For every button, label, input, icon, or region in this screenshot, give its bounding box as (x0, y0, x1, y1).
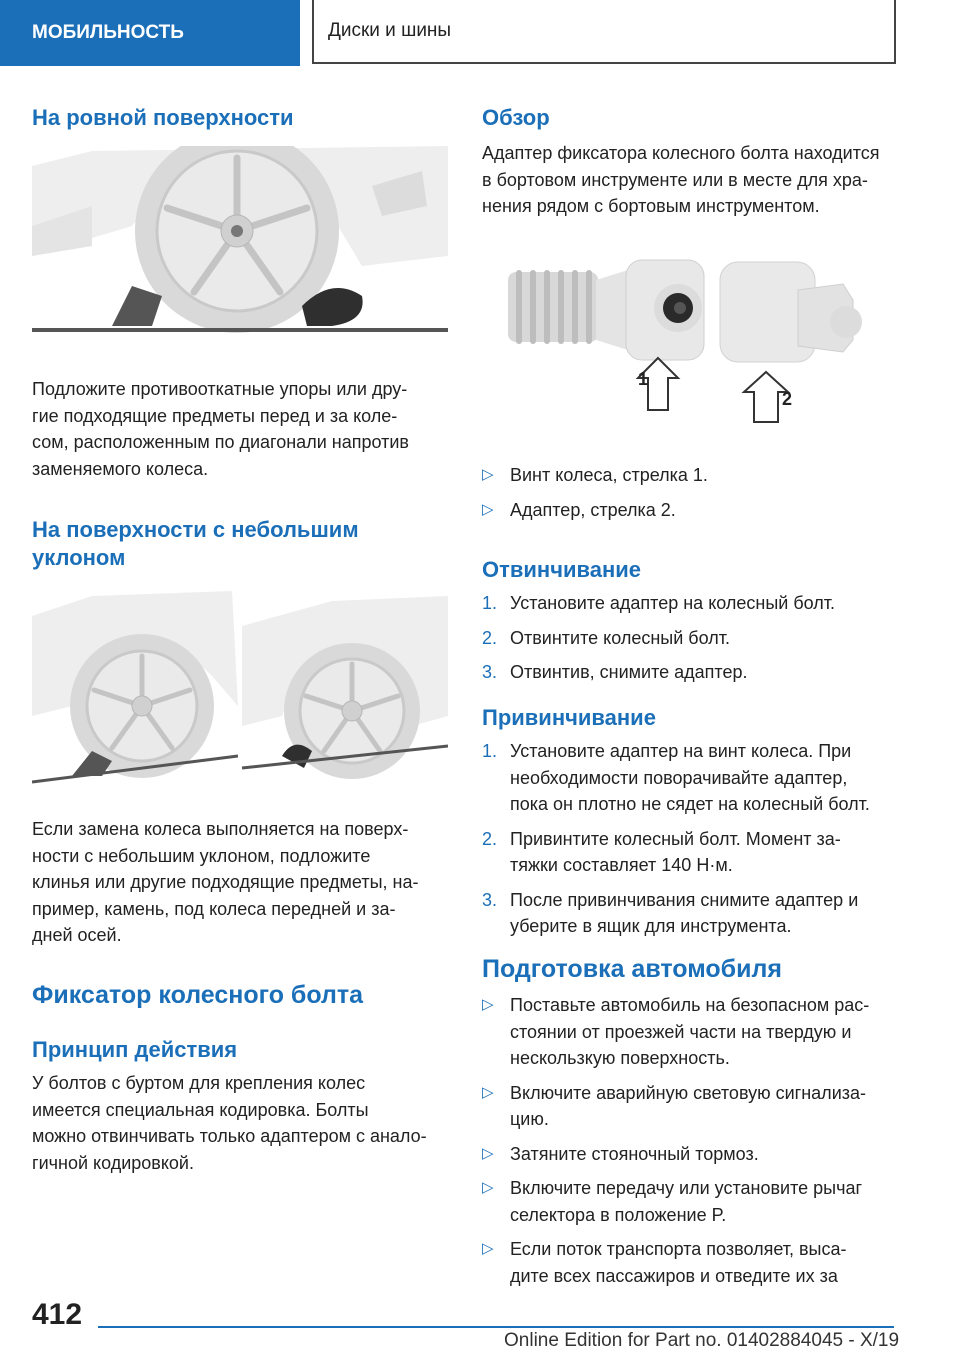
list-item: 3. Отвинтив, снимите адаптер. (482, 662, 748, 682)
list-item: ▷ Затяните стояночный тормоз. (482, 1141, 896, 1168)
bullet-triangle-icon: ▷ (482, 1144, 494, 1162)
screw-steps (482, 738, 896, 940)
principle-heading: Принцип действия (32, 1037, 238, 1062)
overview-heading: Обзор (482, 105, 550, 130)
flat-ground-image (32, 146, 448, 334)
arrow-label-2: 2 (782, 389, 793, 409)
bullet-triangle-icon: ▷ (482, 1083, 494, 1101)
page-number: 412 (32, 1298, 83, 1331)
bolt-adapter-image (508, 250, 868, 435)
bullet-triangle-icon: ▷ (482, 1179, 494, 1196)
prep-heading: Подготовка автомобиля (482, 955, 782, 983)
bullet-triangle-icon: ▷ (482, 500, 494, 518)
screw-heading: Привинчивание (482, 705, 656, 730)
list-item: ▷ Если поток транспорта позволяет, выса- дите всех пассажиров и отведите их за (482, 1236, 896, 1289)
principle-text: У болтов с буртом для крепления колес имеется специальная кодировка. Болты можно отвинчивать только адаптером с анало- гичной кодировкой. (32, 1073, 427, 1173)
edition-note: Online Edition for Part no. 01402884045 - X/19 (504, 1330, 900, 1351)
flat-text: Подложите противооткатные упоры или дру- гие подходящие предметы перед и за коле- сом, расположенным по диагонали напротив заменяемого колеса. (32, 379, 409, 479)
lock-heading: Фиксатор колесного болта (32, 981, 364, 1009)
list-item: ▷ Включите передачу или установите рычаг селектора в положение P. (482, 1175, 896, 1228)
bullet-triangle-icon: ▷ (482, 1240, 494, 1257)
chapter-title: Диски и шины (328, 20, 452, 41)
slope-text: Если замена колеса выполняется на поверх- ности с небольшим уклоном, подложите клинья или другие подходящие предметы, на- пример, камень, под колеса передней и за- дней осей. (32, 819, 419, 945)
list-item: ▷ Винт колеса, стрелка 1. (482, 462, 896, 489)
list-item: 1. Установите адаптер на винт колеса. При необходимости поворачивайте адаптер, пока он плотно не сядет на колесный болт. (482, 741, 870, 814)
list-item: 2. Привинтите колесный болт. Момент за- тяжки составляет 140 Н·м. (482, 828, 841, 875)
section-title: МОБИЛЬНОСТЬ (32, 22, 184, 43)
chapter-tab (312, 0, 896, 64)
list-item: 1. Установите адаптер на колесный болт. (482, 593, 836, 613)
flat-heading: На ровной поверхности (32, 105, 294, 130)
list-item: ▷ Адаптер, стрелка 2. (482, 497, 896, 524)
overview-text: Адаптер фиксатора колесного болта находится в бортовом инструменте или в месте для хра- нения рядом с бортовым инструментом. (482, 143, 880, 216)
bullet-triangle-icon: ▷ (482, 466, 494, 483)
unscrew-steps (482, 590, 896, 686)
prep-list (482, 992, 896, 1289)
bullet-triangle-icon: ▷ (482, 996, 494, 1013)
list-item: 2. Отвинтите колесный болт. (482, 627, 730, 648)
slope-heading: На поверхности с небольшим уклоном (32, 517, 359, 570)
list-item: ▷ Включите аварийную световую сигнализа- цию. (482, 1080, 896, 1133)
footer-divider (98, 1326, 894, 1328)
slope-image (32, 586, 448, 786)
unscrew-heading: Отвинчивание (482, 557, 642, 582)
overview-list (482, 462, 896, 523)
arrow-label-1: 1 (638, 369, 649, 389)
list-item: 3. После привинчивания снимите адаптер и уберите в ящик для инструмента. (482, 889, 859, 936)
list-item: ▷ Поставьте автомобиль на безопасном рас- стоянии от проезжей части на твердую и нескользкую поверхность. (482, 992, 896, 1072)
section-tab (0, 0, 300, 66)
